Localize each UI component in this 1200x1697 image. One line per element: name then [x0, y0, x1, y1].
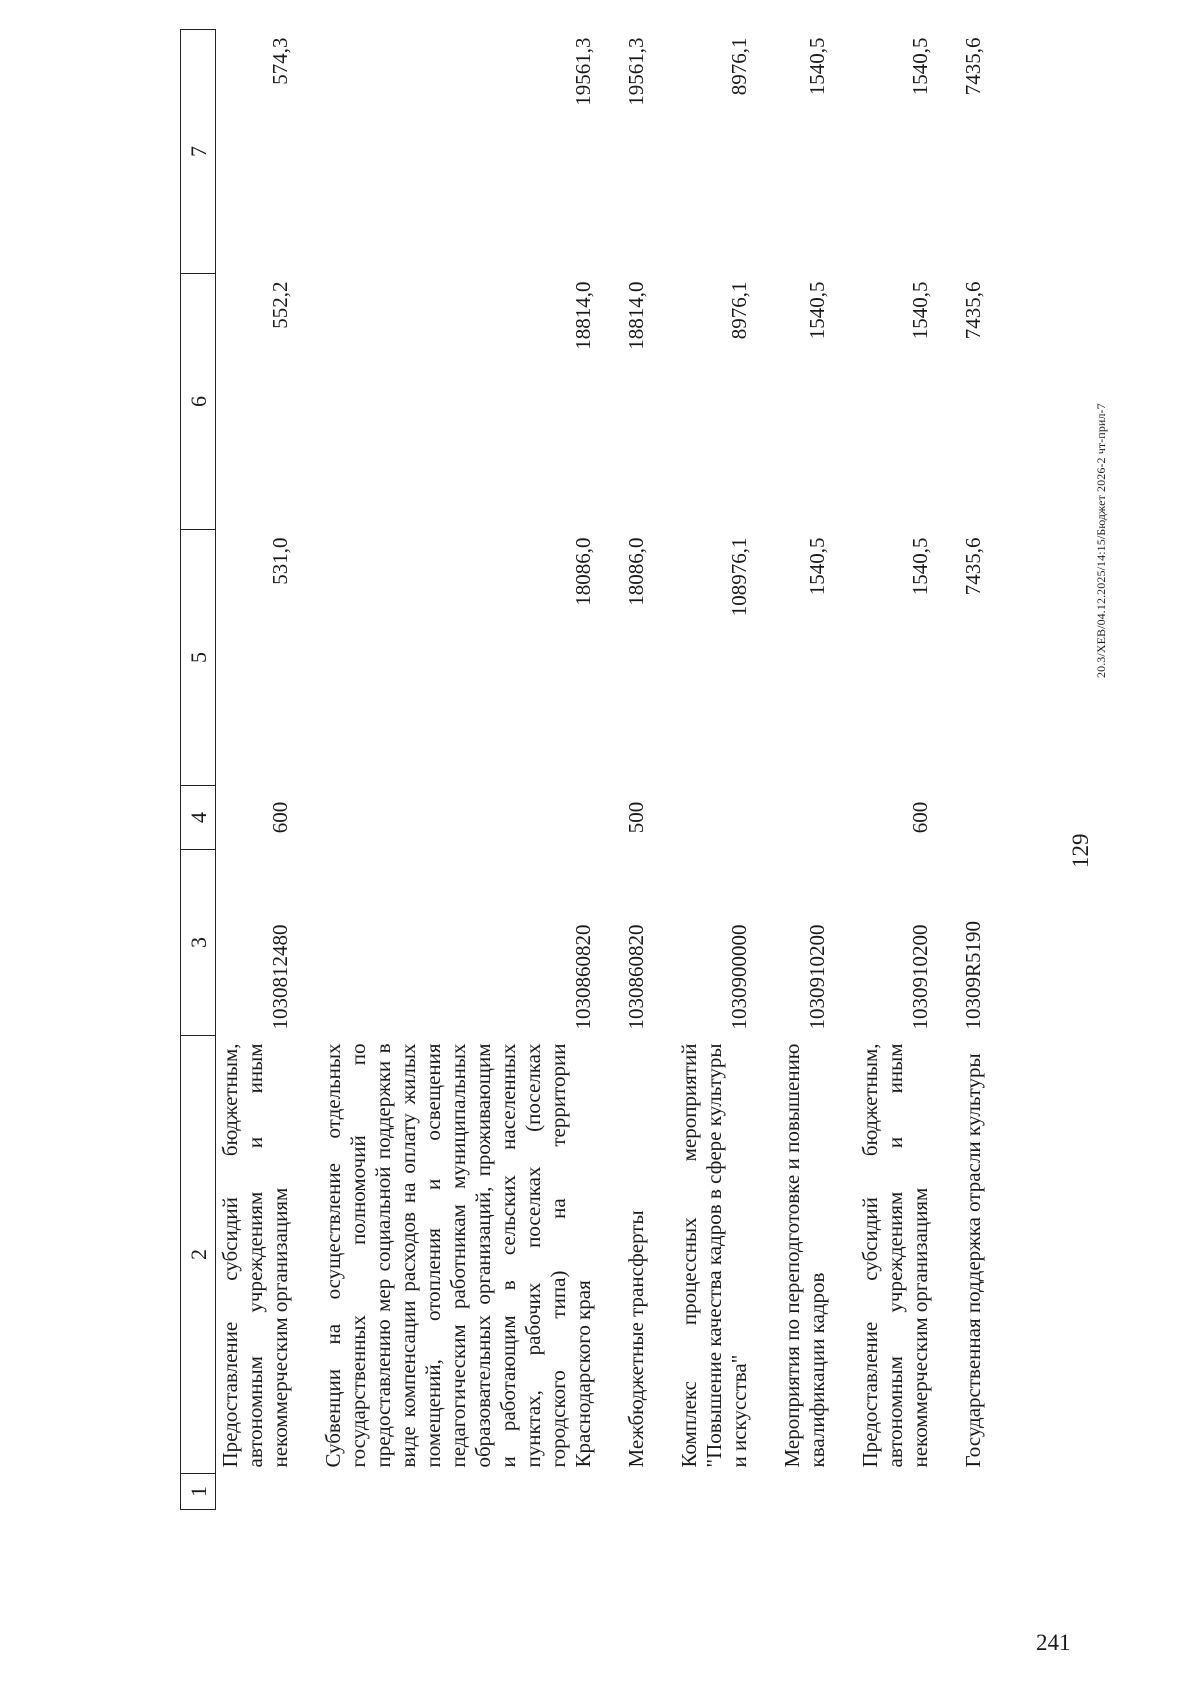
sheet-number: 241 — [1036, 1630, 1071, 1655]
row-value-6: 1540,5 — [805, 281, 829, 340]
empty-cell — [933, 1474, 986, 1510]
empty-cell — [649, 1474, 752, 1510]
table-row — [649, 30, 752, 1510]
row-value-5: 7435,6 — [961, 537, 985, 596]
column-header: 4 — [181, 786, 216, 850]
table-row — [830, 30, 933, 1510]
row-value-7: 7435,6 — [961, 37, 985, 96]
row-name: Межбюджетные трансферты — [624, 1210, 648, 1468]
table-row — [216, 30, 294, 1510]
row-value-7: 574,3 — [268, 37, 292, 85]
row-value-7: 1540,5 — [908, 37, 932, 96]
table-row — [596, 30, 649, 1510]
row-code: 1030910200 — [908, 924, 932, 1030]
row-value-5: 1540,5 — [805, 537, 829, 596]
column-header: 6 — [181, 274, 216, 530]
footer-stamp: 20.3/XEB/04.12.2025/14:15/Бюджет 2026-2 чт-прил-7 — [1094, 403, 1108, 678]
empty-cell — [216, 1474, 294, 1510]
row-type — [933, 786, 986, 850]
row-value-7: 8976,1 — [727, 37, 751, 96]
row-type — [649, 786, 752, 850]
row-code: 1030860820 — [624, 924, 648, 1030]
row-value-5: 18086,0 — [571, 537, 595, 606]
row-value-7: 19561,3 — [624, 37, 648, 106]
column-header: 2 — [181, 1036, 216, 1474]
row-name: Комплекс процессных мероприятий "Повышение качества кадров в сфере культуры и искусства" — [677, 1043, 751, 1468]
empty-cell — [752, 1474, 830, 1510]
row-value-6: 18814,0 — [571, 281, 595, 350]
row-value-7: 1540,5 — [805, 37, 829, 96]
row-value-5: 531,0 — [268, 537, 292, 585]
row-code: 1030812480 — [268, 924, 292, 1030]
row-name: Субвенции на осуществление отдельных государственных полномочий по предоставлению мер социальной поддержки в виде компенсации расходов на оплату жилых помещений, отопления и освещения педагогическим работникам муниципальных образовательных организаций, проживающим и работающим в сельских населенных пунктах, рабочих поселках (поселках городского типа) на территории Краснодарского края — [321, 1043, 595, 1468]
row-name: Государственная поддержка отрасли культуры — [961, 1053, 985, 1468]
empty-cell — [596, 1474, 649, 1510]
row-code: 10309R5190 — [961, 920, 985, 1030]
row-value-6: 552,2 — [268, 281, 292, 329]
row-name: Предоставление субсидий бюджетным, автономным учреждениям и иным некоммерческим организациям — [218, 1043, 292, 1468]
rotated-page — [180, 10, 1140, 1510]
table-header-row — [181, 30, 216, 1510]
page-number: 129 — [1068, 833, 1093, 868]
row-value-6: 18814,0 — [624, 281, 648, 350]
row-code: 1030900000 — [727, 924, 751, 1030]
row-type: 600 — [908, 801, 932, 834]
row-value-5: 1540,5 — [908, 537, 932, 596]
row-value-7: 19561,3 — [571, 37, 595, 106]
row-name: Предоставление субсидий бюджетным, автономным учреждениям и иным некоммерческим организациям — [858, 1043, 932, 1468]
row-value-6: 8976,1 — [727, 281, 751, 340]
empty-cell — [293, 1474, 596, 1510]
row-value-6: 7435,6 — [961, 281, 985, 340]
row-type: 600 — [268, 801, 292, 834]
budget-table — [180, 29, 986, 1510]
table-row — [293, 30, 596, 1510]
table-row — [752, 30, 830, 1510]
row-value-5: 18086,0 — [624, 537, 648, 606]
column-header: 5 — [181, 530, 216, 786]
row-type — [293, 786, 596, 850]
row-type — [752, 786, 830, 850]
column-header: 7 — [181, 30, 216, 274]
column-header: 1 — [181, 1474, 216, 1510]
row-type: 500 — [624, 801, 648, 834]
row-value-5: 108976,1 — [727, 537, 751, 617]
table-row — [933, 30, 986, 1510]
row-code: 1030910200 — [805, 924, 829, 1030]
empty-cell — [830, 1474, 933, 1510]
row-code: 1030860820 — [571, 924, 595, 1030]
column-header: 3 — [181, 850, 216, 1036]
row-value-6: 1540,5 — [908, 281, 932, 340]
row-name: Мероприятия по переподготовке и повышению квалификации кадров — [780, 1043, 829, 1468]
